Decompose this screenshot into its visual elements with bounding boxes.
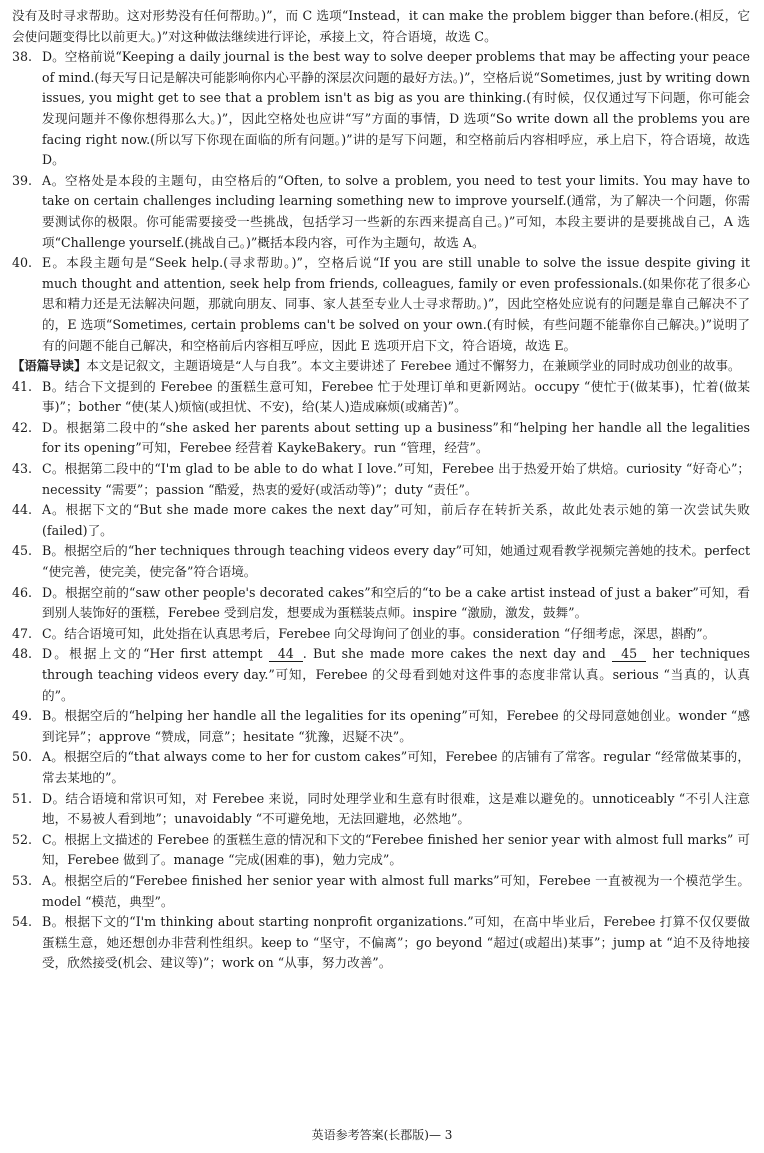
answer-item-50 <box>12 747 750 788</box>
item-number: 42. <box>12 419 33 435</box>
page-footer: 英语参考答案(长郡版)— 3 <box>311 1128 453 1142</box>
answer-item-40 <box>12 253 750 356</box>
answer-item-43 <box>12 459 750 500</box>
answer-item-54 <box>12 912 750 974</box>
item-text: A。空格处是本段的主题句，由空格后的“Often, to solve a problem, you need to test your limits. You may have to take on certain challenges including learning something new to improve yourself.(通常，为了解决一个问题，你需要测试你的极限。你可能需要接受一些挑战，包括学习一些新的东西来提高自己。)”可知，本段主要讲的是要挑战自己，A 选项“Challenge yourself.(挑战自己。)”概括本段内容，可作为主题句，故选 A。 <box>42 172 750 250</box>
item-text: C。根据上文描述的 Ferebee 的蛋糕生意的情况和下文的“Ferebee finished her senior year with almost full marks” 可知，Ferebee 做到了。manage “完成(困难的事)，勉力完成”。 <box>42 831 750 868</box>
blank-44: 44 <box>269 647 303 662</box>
item-text: B。根据空后的“helping her handle all the legalities for its opening”可知，Ferebee 的父母同意她创业。wonder “感到诧异”；approve “赞成，同意”；hesitate “犹豫，迟疑不决”。 <box>42 708 750 744</box>
item-text: B。结合下文提到的 Ferebee 的蛋糕生意可知，Ferebee 忙于处理订单和更新网站。occupy “使忙于(做某事)，忙着(做某事)”；bother “使(某人)烦恼(或担忧、不安)，给(某人)造成麻烦(或痛苦)”。 <box>42 378 750 415</box>
answer-item-39 <box>12 171 750 253</box>
answer-item-49 <box>12 706 750 747</box>
item-number: 52. <box>12 831 33 847</box>
item-number: 41. <box>12 378 33 394</box>
items-49-54 <box>12 706 750 974</box>
answer-item-53 <box>12 871 750 912</box>
item-number: 38. <box>12 49 33 65</box>
items-38-40 <box>12 47 750 356</box>
item-text: D。空格前说“Keeping a daily journal is the best way to solve deeper problems that may be affecting your peace of mind.(每天写日记是解决可能影响你内心平静的深层次问题的最好方法。)”，空格后说“Sometimes, just by writing down issues, you might get to see that a problem isn't as big as you are thinking.(有时候，仅仅通过写下问题，你可能会发现问题并不像你想得那么大。)”，因此空格处也应讲“写”方面的事情，D 选项“So write down all the problems you are facing right now.(所以写下你现在面临的所有问题。)”讲的是写下问题，和空格前后内容相呼应，承上启下，符合语境，故选 D。 <box>42 49 750 168</box>
item-text-part: her techniques through teaching videos every day.”可知，Ferebee 的父母看到她对这件事的态度非常认真。serious “当真的，认真的”。 <box>42 646 751 703</box>
item-number: 54. <box>12 914 33 930</box>
items-41-47 <box>12 377 750 645</box>
item-text: D。结合语境和常识可知，对 Ferebee 来说，同时处理学业和生意有时很难，这是难以避免的。unnoticeably “不引人注意地，不易被人看到地”；unavoidably “不可避免地，无法回避地，必然地”。 <box>42 790 750 827</box>
item-number: 47. <box>12 625 33 641</box>
answer-item-38 <box>12 47 750 171</box>
item-text: B。根据空后的“her techniques through teaching videos every day”可知，她通过观看教学视频完善她的技术。perfect “使完善，使完美，使完备”符合语境。 <box>42 543 750 580</box>
passage-guide <box>12 356 750 377</box>
item-text-part: . But she made more cakes the next day and <box>302 646 613 662</box>
answer-item-41 <box>12 377 750 418</box>
answer-item-46 <box>12 583 750 624</box>
item-text: A。根据空后的“Ferebee finished her senior year with almost full marks”可知，Ferebee 一直被视为一个模范学生。model “模范，典型”。 <box>42 872 750 909</box>
guide-tag: 【语篇导读】 <box>12 358 87 374</box>
blank-45: 45 <box>612 647 646 662</box>
item-text: D。根据空前的“saw other people's decorated cakes”和空后的“to be a cake artist instead of just a baker”可知，看到别人装饰好的蛋糕，Ferebee 受到启发，想要成为蛋糕装点师。inspire “激励，激发，鼓舞”。 <box>42 584 750 621</box>
answer-item-48 <box>12 644 750 706</box>
item-text: E。本段主题句是“Seek help.(寻求帮助。)”，空格后说“If you are still unable to solve the issue despite giving it much thought and attention, seek help from friends, colleagues, family or even professionals.(如果你花了很多心思和精力还是无法解决问题，那就向朋友、同事、家人甚至专业人士寻求帮助。)”，因此空格处应说有的问题是靠自己解决不了的，E 选项“Sometimes, certain problems can't be solved on your own.(有时候，有些问题不能靠你自己解决。)”说明了有的问题不能自己解决，和空格前后内容相互呼应，因此 E 选项开启下文，符合语境，故选 E。 <box>42 255 750 353</box>
guide-text: 本文是记叙文，主题语境是“人与自我”。本文主要讲述了 Ferebee 通过不懈努力，在兼顾学业的同时成功创业的故事。 <box>86 358 741 374</box>
top-paragraph: 没有及时寻求帮助。这对形势没有任何帮助。)”，而 C 选项“Instead，it can make the problem bigger than before.(相反，它会使问题变得比以前更大。)”对这种做法继续进行评论，承接上文，符合语境，故选 C。 <box>12 8 750 44</box>
item-number: 46. <box>12 584 33 600</box>
item-text-part: D。根据上文的“Her first attempt <box>42 646 269 662</box>
item-number: 48. <box>12 646 33 662</box>
item-text: C。结合语境可知，此处指在认真思考后，Ferebee 向父母询问了创业的事。consideration “仔细考虑，深思，斟酌”。 <box>42 625 716 641</box>
answer-item-52 <box>12 830 750 871</box>
item-text: C。根据第二段中的“I'm glad to be able to do what I love.”可知，Ferebee 出于热爱开始了烘焙。curiosity “好奇心”；necessity “需要”；passion “酷爱，热衷的爱好(或活动等)”；duty “责任”。 <box>42 461 750 497</box>
item-number: 40. <box>12 255 33 271</box>
item-text <box>42 644 750 706</box>
item-number: 39. <box>12 172 33 188</box>
item-text: B。根据下文的“I'm thinking about starting nonprofit organizations.”可知，在高中毕业后，Ferebee 打算不仅仅要做蛋糕生意，她还想创办非营利性组织。keep to “坚守，不偏离”；go beyond “超过(或超出)某事”；jump at “迫不及待地接受，欣然接受(机会、建议等)”；work on “从事，努力改善”。 <box>42 914 750 971</box>
item-number: 49. <box>12 708 33 724</box>
item-number: 53. <box>12 872 33 888</box>
answer-item-42 <box>12 418 750 459</box>
item-text: A。根据下文的“But she made more cakes the next day”可知，前后存在转折关系，故此处表示她的第一次尝试失败(failed)了。 <box>42 502 750 538</box>
item-text: A。根据空后的“that always come to her for custom cakes”可知，Ferebee 的店铺有了常客。regular “经常做某事的，常去某地的”。 <box>42 749 750 785</box>
item-text: D。根据第二段中的“she asked her parents about setting up a business”和“helping her handle all the legalities for its opening”可知，Ferebee 经营着 KaykeBakery。run “管理，经营”。 <box>42 419 750 456</box>
item-number: 44. <box>12 502 33 518</box>
item-number: 45. <box>12 543 33 559</box>
answer-item-44 <box>12 500 750 541</box>
item-number: 50. <box>12 749 33 765</box>
answer-item-45 <box>12 541 750 582</box>
answer-item-51 <box>12 789 750 830</box>
item-number: 51. <box>12 790 33 806</box>
answer-item-47 <box>12 624 750 645</box>
item-number: 43. <box>12 461 33 477</box>
